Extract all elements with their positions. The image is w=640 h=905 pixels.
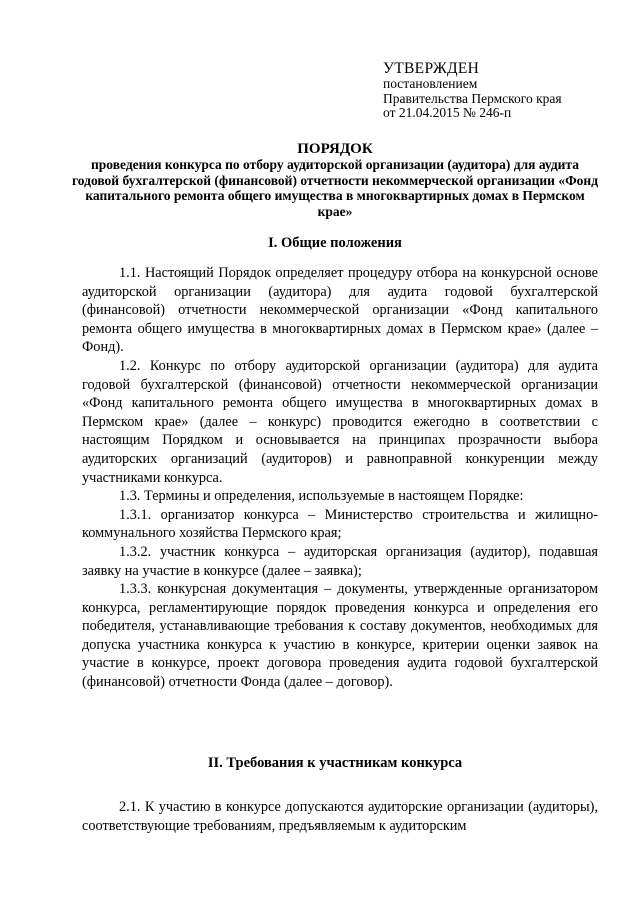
approval-line-1: постановлением <box>383 76 478 91</box>
paragraph-1-3-3: 1.3.3. конкурсная документация – документы, утвержденные организатором конкурса, регламентирующие порядок проведения конкурса и определения его победителя, устанавливающие требования к составу документов, необходимых для допуска участника конкурса к участию в конкурсе, критерии оценки заявок на участие в конкурсе, проект договора проведения аудита годовой бухгалтерской (финансовой) отчетности Фонда (далее – договор). <box>82 581 598 691</box>
section-2-heading: II. Требования к участникам конкурса <box>207 755 463 771</box>
approval-stamp <box>383 60 623 121</box>
approval-title: УТВЕРЖДЕН <box>383 60 480 77</box>
paragraph-1-3-2: 1.3.2. участник конкурса – аудиторская организация (аудитор), подавшая заявку на участие в конкурсе (далее – заявка); <box>82 543 598 579</box>
paragraph-1-2: 1.2. Конкурс по отбору аудиторской организации (аудитора) для аудита годовой бухгалтерской (финансовой) отчетности некоммерческой организации «Фонд капитального ремонта общего имущества в многоквартирных домах в Пермском крае» (далее – конкурс) проводится ежегодно в соответствии с настоящим Порядком и основывается на принципах прозрачности выбора аудиторских организаций (аудиторов) и равноправной конкуренции между участниками конкурса. <box>82 357 598 486</box>
paragraph-2-1: 2.1. К участию в конкурсе допускаются аудиторские организации (аудиторы), соответствующие требованиям, предъявляемым к аудиторским <box>82 799 598 834</box>
paragraph-1-3: 1.3. Термины и определения, используемые в настоящем Порядке: <box>119 488 524 505</box>
section-1-heading: I. Общие положения <box>268 235 402 251</box>
paragraph-1-1: 1.1. Настоящий Порядок определяет процедуру отбора на конкурсной основе аудиторской организации (аудитора) для аудита годовой бухгалтерской (финансовой) отчетности некоммерческой организации «Фонд капитального ремонта общего имущества в многоквартирных домах в Пермском крае» (далее – Фонд). <box>82 265 598 356</box>
paragraph-1-3-1: 1.3.1. организатор конкурса – Министерство строительства и жилищно-коммунального хозяйства Пермского края; <box>82 506 598 542</box>
approval-line-3: от 21.04.2015 № 246-п <box>383 105 512 120</box>
document-title: ПОРЯДОК <box>297 141 373 157</box>
document-subtitle: проведения конкурса по отбору аудиторской организации (аудитора) для аудита годовой бухгалтерской (финансовой) отчетности некоммерческой организации «Фонд капитального ремонта общего имущества в многоквартирных домах в Пермском крае» <box>71 157 599 219</box>
section-2-body <box>82 798 598 835</box>
approval-line-2: Правительства Пермского края <box>383 90 562 106</box>
section-1-body <box>82 264 598 692</box>
